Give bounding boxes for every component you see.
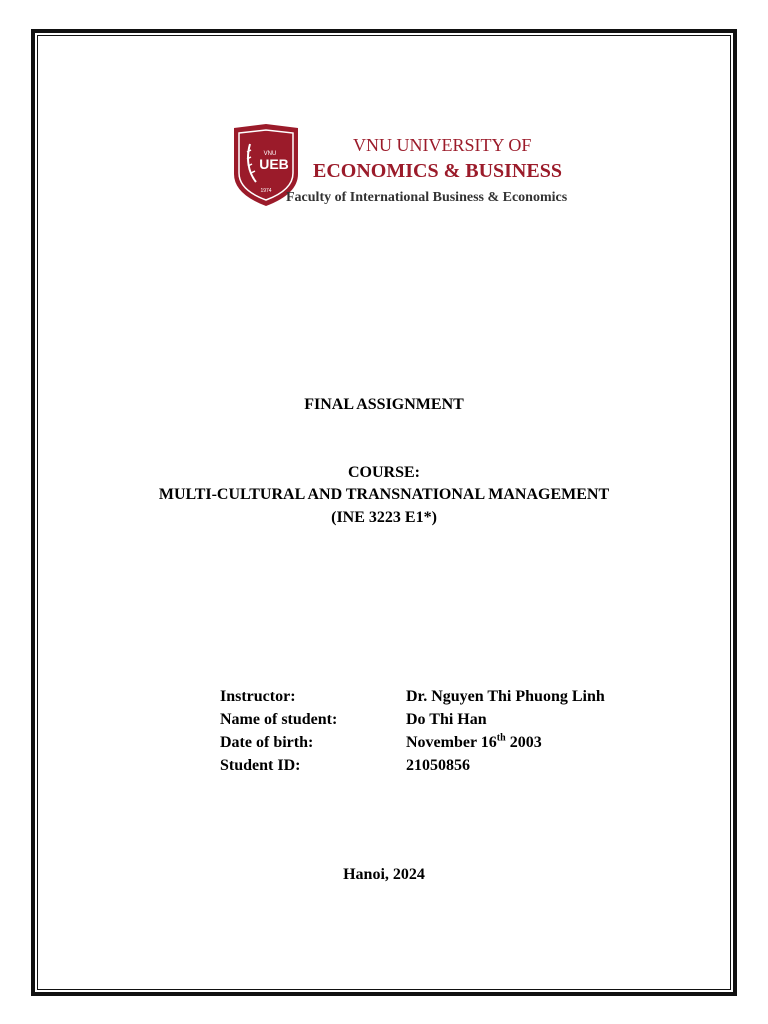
svg-text:UEB: UEB xyxy=(259,156,289,172)
course-code: (INE 3223 E1*) xyxy=(331,509,437,526)
instructor-label: Instructor: xyxy=(220,688,296,705)
university-name-line2: ECONOMICS & BUSINESS xyxy=(313,160,562,182)
course-label: COURSE: xyxy=(347,464,420,481)
date-of-birth-suffix: th xyxy=(496,732,506,744)
svg-text:VNU: VNU xyxy=(263,151,277,157)
course-name: MULTI-CULTURAL AND TRANSNATIONAL MANAGEMENT xyxy=(158,486,610,503)
date-of-birth-value xyxy=(406,734,542,752)
date-of-birth-label: Date of birth: xyxy=(220,734,314,751)
svg-text:1974: 1974 xyxy=(260,188,272,194)
student-id-value: 21050856 xyxy=(406,757,470,774)
instructor-row xyxy=(0,688,768,710)
university-logo xyxy=(232,124,602,214)
faculty-name: Faculty of International Business & Economics xyxy=(286,190,568,205)
date-of-birth-row xyxy=(0,734,768,756)
student-name-row xyxy=(0,711,768,733)
student-id-row xyxy=(0,757,768,779)
document-title: FINAL ASSIGNMENT xyxy=(304,396,464,413)
date-of-birth-year: 2003 xyxy=(505,734,542,751)
student-id-label: Student ID: xyxy=(220,757,301,774)
university-name-line1: VNU UNIVERSITY OF xyxy=(353,135,532,155)
student-name-value: Do Thi Han xyxy=(406,711,487,728)
student-name-label: Name of student: xyxy=(220,711,338,728)
instructor-value: Dr. Nguyen Thi Phuong Linh xyxy=(406,688,605,705)
date-of-birth-day: November 16 xyxy=(406,734,497,751)
place-and-date: Hanoi, 2024 xyxy=(343,866,425,883)
